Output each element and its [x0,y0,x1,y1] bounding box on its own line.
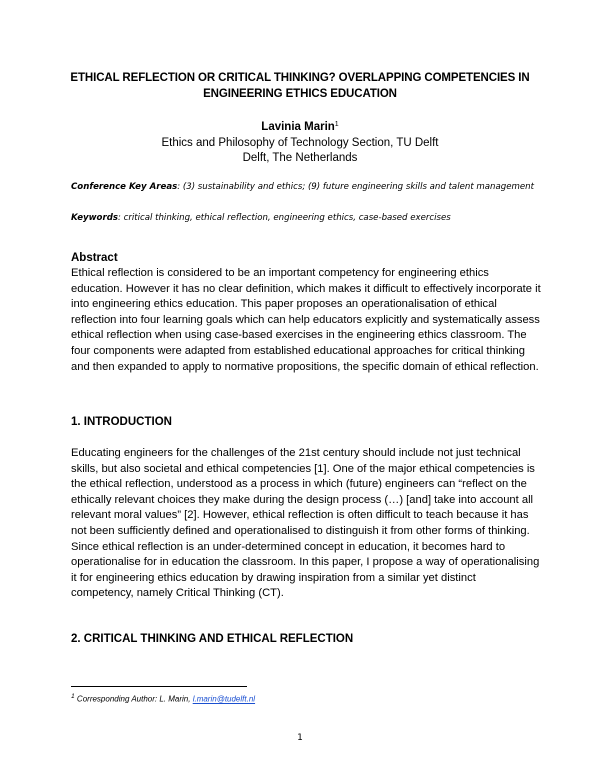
section-1-heading: 1. INTRODUCTION [71,416,172,428]
conference-key-areas [71,180,541,196]
author-footnote-mark: 1 [334,121,339,128]
conference-key-areas-text: : (3) sustainability and ethics; (9) future engineering skills and talent management [177,182,534,192]
footnote-text: Corresponding Author: L. Marin, [74,694,193,704]
author-email-link[interactable]: l.marin@tudelft.nl [192,694,256,704]
abstract-heading: Abstract [71,252,118,264]
footnote-divider [71,686,247,687]
author-location: Delft, The Netherlands [242,152,358,164]
keywords-text: : critical thinking, ethical reflection, engineering ethics, case-based exercises [117,213,451,223]
author-name: Lavinia Marin [261,121,335,133]
keywords-label: Keywords [71,213,118,223]
author-affiliation: Ethics and Philosophy of Technology Section, TU Delft [161,136,439,149]
section-2-heading: 2. CRITICAL THINKING AND ETHICAL REFLECTION [71,633,354,645]
author-block [40,117,560,167]
paper-title: ETHICAL REFLECTION OR CRITICAL THINKING? OVERLAPPING COMPETENCIES IN ENGINEERING ETHICS EDUCATION [70,72,530,100]
footnote-mark: 1 [71,693,75,700]
footnote [71,693,255,704]
page-number: 1 [297,733,303,743]
keywords [71,211,541,227]
conference-key-areas-label: Conference Key Areas [71,182,178,192]
abstract-text: Ethical reflection is considered to be an important competency for engineering ethics education. However it has no clear definition, which makes it difficult to effectively incorporate it into engineering ethics education. This paper proposes an operationalisation of ethical reflection into four learning goals which can help educators explicitly and systematically assess ethical reflection when using case-based exercises in the engineering ethics classroom. The four components were adapted from established educational approaches for critical thinking and then expanded to apply to normative propositions, the specific domain of ethical reflection. [71,267,541,373]
section-1-text: Educating engineers for the challenges of the 21st century should include not just technical skills, but also societal and ethical competencies [1]. One of the major ethical competencies is the ethical reflection, understood as a process in which (future) engineers can “reflect on the ethically relevant choices they make during the design process (…) [and] take into account all relevant moral values” [2]. However, ethical reflection is often difficult to teach because it has not been sufficiently defined and operationalised to distinguish it from other forms of thinking. Since ethical reflection is an under-determined concept in education, it becomes hard to operationalise for in education the classroom. In this paper, I propose a way of operationalising it for engineering ethics education by drawing inspiration from a similar yet distinct competency, namely Critical Thinking (CT). [71,447,540,600]
